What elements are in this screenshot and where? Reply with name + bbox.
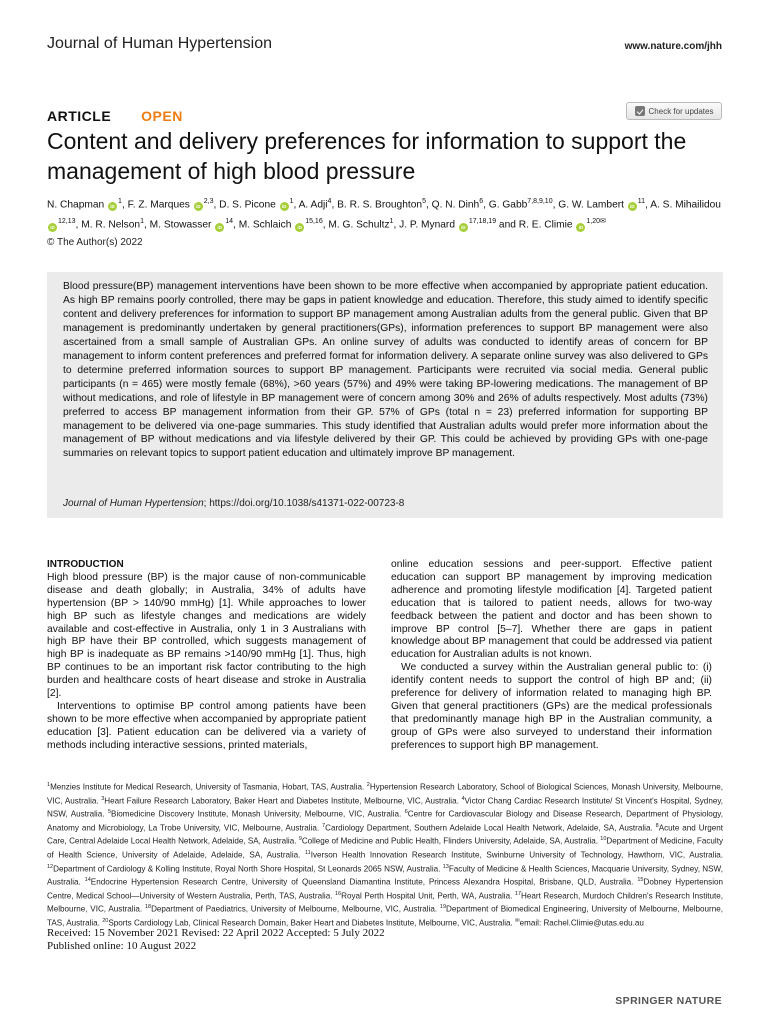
- journal-name: Journal of Human Hypertension: [47, 35, 273, 52]
- citation-journal: Journal of Human Hypertension: [63, 498, 204, 509]
- affiliation-number: 7: [322, 822, 326, 829]
- affiliation-number: 2: [366, 782, 370, 788]
- check-icon: [635, 106, 645, 116]
- author-name[interactable]: M. Stowasser: [149, 219, 212, 231]
- author-affiliation-number: 5: [422, 198, 426, 205]
- affiliation-text: Iverson Health Innovation Research Institute, Swinburne University of Technology, Hawthorn, VIC, Australia.: [310, 850, 723, 860]
- author-name[interactable]: M. G. Schultz: [328, 219, 390, 231]
- author-name[interactable]: F. Z. Marques: [127, 199, 190, 211]
- author-name[interactable]: G. Gabb: [488, 199, 528, 211]
- orcid-icon[interactable]: iD: [215, 223, 224, 232]
- author-list: N. Chapman $iD^1$, F. Z. Marques iD$^{2,3}$, D. S. Picone $iD^1$, A. Adji$^4$, B. R. S. Broughton$^5$, Q. N. Dinh$^6$, G. Gabb$^{7,8,9,10}$, G. W. Lambert $iD^{11}$, A. S. Mihailidou iD$^{12,13}$, M. R. Nelson$^1$, M. Stowasser $iD^{14}$, M. Schlaich iD$^{15,16}$, M. G. Schultz$^1$, J. P. Mynard iD$^{17,18,19}$ and R. E. Climie $iD^{1,20✉}$: [47, 198, 721, 231]
- author-name[interactable]: N. Chapman: [47, 199, 105, 211]
- section-heading-introduction: INTRODUCTION: [47, 559, 124, 570]
- affiliation-number: 16: [335, 890, 342, 897]
- affiliation-text: Department of Biomedical Engineering, University of Melbourne, Melbourne, TAS, Australia.: [47, 905, 724, 928]
- affiliation-text: Heart Research, Murdoch Children's Research Institute, Melbourne, VIC, Australia.: [47, 891, 723, 915]
- received-revised-accepted: Received: 15 November 2021 Revised: 22 April 2022 Accepted: 5 July 2022: [47, 927, 385, 939]
- author-affiliation-number: 12,13: [58, 218, 76, 226]
- affiliation-text: Department of Medicine, Faculty of Health Science, University of Adelaide, Adelaide, SA, Australia.: [47, 837, 724, 860]
- article-type-row: [47, 108, 183, 124]
- affiliation-number: 13: [442, 863, 449, 870]
- affiliation-text: Royal Perth Hospital Unit, Perth, WA, Australia.: [341, 891, 515, 901]
- orcid-icon[interactable]: iD: [280, 202, 289, 211]
- affiliation-text: Cardiology Department, Southern Adelaide Local Health Network, Adelaide, SA, Australia.: [325, 823, 656, 833]
- author-affiliation-number: 15,16: [305, 218, 323, 226]
- orcid-icon[interactable]: iD: [295, 223, 304, 232]
- affiliation-text: Department of Cardiology & Kolling Institute, Royal North Shore Hospital, St Leonards 2065 NSW, Australia.: [53, 864, 443, 874]
- orcid-icon[interactable]: iD: [576, 223, 585, 232]
- copyright: © The Author(s) 2022: [47, 237, 143, 248]
- author-affiliation-number: 6: [479, 198, 484, 205]
- affiliation-number: 5: [107, 809, 112, 816]
- body-column-left: [47, 559, 366, 753]
- author-affiliation-number: 4: [327, 198, 332, 205]
- affiliation-number: ✉: [515, 917, 520, 924]
- journal-url[interactable]: www.nature.com/jhh: [624, 41, 722, 52]
- paragraph: Interventions to optimise BP control among patients have been shown to be more effective when accompanied by appropriate patient education [3]. Patient education can be delivered via a variety of methods including interactive sessions, printed materials,: [47, 700, 366, 751]
- paragraph: online education sessions and peer-support. Effective patient education can support BP management by improving medication adherence and promoting lifestyle modification [4]. Targeted patient education that is tailored to patient needs, allows for two-way feedback between the patient and doctor and has been shown to improve BP control [5–7]. Whether there are gaps in patient knowledge about BP management that could be addressed via patient education for Australian adults is not known.: [391, 559, 712, 661]
- affiliation-number: 9: [298, 836, 302, 843]
- author-affiliation-number: 17,18,19: [468, 218, 497, 226]
- affiliation-number: 10: [600, 836, 607, 843]
- affiliation-number: 17: [514, 890, 522, 897]
- orcid-icon[interactable]: iD: [628, 202, 637, 211]
- orcid-icon[interactable]: iD: [108, 202, 117, 211]
- author-affiliation-number: 1,20✉: [586, 218, 606, 226]
- author-name[interactable]: M. Schlaich: [238, 219, 292, 231]
- check-for-updates-label: Check for updates: [648, 106, 714, 116]
- affiliation-number: 15: [637, 877, 644, 884]
- author-name[interactable]: D. S. Picone: [219, 199, 276, 211]
- affiliation-text: Heart Failure Research Laboratory, Baker Heart and Diabetes Institute, Melbourne, VIC, Australia.: [104, 796, 462, 806]
- author-affiliation-number: 14: [225, 218, 234, 226]
- affiliation-text: Dobney Hypertension Centre, Medical School—University of Western Australia, Perth, TAS, Australia.: [47, 877, 723, 901]
- affiliation-number: 8: [655, 822, 659, 829]
- paragraph: High blood pressure (BP) is the major cause of non-communicable disease and death globally; in Australia, 34% of adults have hypertension (BP > 140/90 mmHg) [1]. While approaches to lower high BP such as lifestyle changes and medications are widely available and cost-effective in Australia, only 1 in 3 Australians with high BP have their BP controlled, which suggests management of high BP is inadequate as BP remains >140/90 mmHg [1]. Thus, high BP continues to be an important risk factor contributing to the high burden and healthcare costs of heart disease and stroke in Australia [2].: [47, 571, 366, 700]
- affiliation-number: 19: [439, 904, 447, 911]
- affiliation-text: College of Medicine and Public Health, Flinders University, Adelaide, SA, Australia.: [301, 837, 601, 847]
- affiliation-text: Biomedicine Discovery Institute, Monash University, Melbourne, VIC, Australia.: [111, 809, 405, 819]
- author-affiliation-number: 1: [118, 198, 122, 205]
- author-name[interactable]: B. R. S. Broughton: [337, 199, 423, 211]
- author-name[interactable]: J. P. Mynard: [399, 219, 455, 231]
- body-column-right: [391, 559, 712, 753]
- citation-line: [63, 498, 404, 509]
- affiliation-number: 4: [461, 795, 465, 802]
- orcid-icon[interactable]: iD: [459, 223, 468, 232]
- abstract-text: Blood pressure(BP) management interventions have been shown to be more effective when accompanied by appropriate patient education. As high BP remains poorly controlled, there may be gaps in patient knowledge and education. Therefore, this study aimed to identify specific content and delivery preferences for information to support BP management among Australian adults from the general public. Given that BP management is predominantly undertaken by general practitioners(GPs), information preferences to support BP management were also ascertained from a small sample of Australian GPs. An online survey of adults was conducted to identify areas of concern for BP management to inform content preferences and preferred format for information delivery. A separate online survey was also delivered to GPs to determine preferred information sources to support BP management. Participants were recruited via social media. General public participants (n = 465) were mostly female (68%), >60 years (57%) and 49% were taking BP-lowering medications. The management of BP without medications, and role of lifestyle in BP management were of concern among 30% and 26% of adults respectively. Most adults (73%) preferred to access BP management information from their GP. 57% of GPs (total n = 23) preferred information for supporting BP management to be delivered via one-page summaries. This study identified that Australian adults would prefer more information about the management of BP without medications and via lifestyle delivered by their GP. This could be achieved by providing GPs with one-page summaries on relevant topics to support patient education and ultimately improve BP management.: [63, 281, 708, 460]
- author-name[interactable]: Q. N. Dinh: [431, 199, 480, 211]
- affiliation-number: 14: [84, 877, 91, 884]
- author-name[interactable]: A. S. Mihailidou: [650, 199, 721, 211]
- affiliation-text: Department of Paediatrics, University of Melbourne, Melbourne, VIC, Australia.: [151, 905, 440, 915]
- affiliation-text: Sports Cardiology Lab, Clinical Research Domain, Baker Heart and Diabetes Institute, Melbourne, VIC, Australia.: [108, 918, 515, 928]
- publisher-logo: SPRINGER NATURE: [615, 995, 722, 1007]
- author-name[interactable]: G. W. Lambert: [558, 199, 624, 211]
- affiliation-text: Acute and Urgent Care, Central Adelaide Local Health Network, Adelaide, SA, Australia.: [47, 823, 724, 847]
- article-title: Content and delivery preferences for information to support the management of high blood pressure: [47, 128, 687, 184]
- author-affiliation-number: 11: [637, 198, 646, 205]
- author-affiliation-number: 2,3: [203, 198, 214, 205]
- orcid-icon[interactable]: iD: [194, 202, 203, 211]
- affiliations: [47, 780, 723, 930]
- affiliation-number: 20: [102, 917, 109, 924]
- article-type: ARTICLE: [47, 108, 112, 124]
- publication-dates: [47, 927, 385, 953]
- paragraph: We conducted a survey within the Australian general public to: (i) identify content needs to support the control of high BP and; (ii) preference for delivery of information related to managing high BP. Given that general practitioners (GPs) are the medical professionals that predominantly manage high BP in the Australian community, a group of GPs were also surveyed to understand their information preferences to support high BP management.: [391, 662, 712, 751]
- citation-doi[interactable]: ; https://doi.org/10.1038/s41371-022-00723-8: [203, 498, 405, 509]
- affiliation-number: 3: [101, 795, 105, 802]
- abstract-box: [47, 272, 723, 518]
- author-name[interactable]: A. Adji: [298, 199, 328, 211]
- author-affiliation-number: 7,8,9,10: [527, 198, 553, 205]
- check-for-updates-button[interactable]: [626, 102, 722, 120]
- affiliation-number: 18: [144, 904, 152, 911]
- affiliation-number: 12: [47, 863, 54, 870]
- affiliation-number: 11: [305, 849, 311, 856]
- affiliation-number: 6: [404, 809, 408, 816]
- author-name[interactable]: M. R. Nelson: [81, 219, 141, 231]
- author-affiliation-number: 1: [140, 218, 144, 226]
- affiliation-text: Hypertension Research Laboratory, School of Biological Sciences, Monash University, Melbourne, VIC, Australia.: [47, 782, 723, 806]
- affiliation-text: Centre for Cardiovascular Biology and Disease Research, Department of Physiology, Anatomy and Microbiology, La Trobe University, VIC, Melbourne, Australia.: [47, 809, 723, 833]
- affiliation-text: Victor Chang Cardiac Research Institute/ St Vincent's Hospital, Sydney, NSW, Australia.: [47, 796, 724, 819]
- open-access-label: OPEN: [141, 108, 183, 124]
- affiliation-text: email: Rachel.Climie@utas.edu.au: [519, 918, 644, 928]
- author-affiliation-number: 1: [389, 218, 394, 226]
- affiliation-number: 1: [47, 782, 51, 788]
- affiliation-text: Faculty of Medicine & Health Sciences, Macquarie University, Sydney, NSW, Australia.: [47, 864, 723, 887]
- author-name[interactable]: R. E. Climie: [518, 219, 573, 231]
- published-online: Published online: 10 August 2022: [47, 940, 197, 952]
- orcid-icon[interactable]: iD: [48, 223, 57, 232]
- affiliation-text: Menzies Institute for Medical Research, University of Tasmania, Hobart, TAS, Australia.: [50, 782, 367, 792]
- affiliation-text: Endocrine Hypertension Research Centre, University of Queensland Diamantina Institute, Princess Alexandra Hospital, Brisbane, QLD, Australia.: [90, 877, 638, 887]
- author-affiliation-number: 1: [289, 198, 294, 205]
